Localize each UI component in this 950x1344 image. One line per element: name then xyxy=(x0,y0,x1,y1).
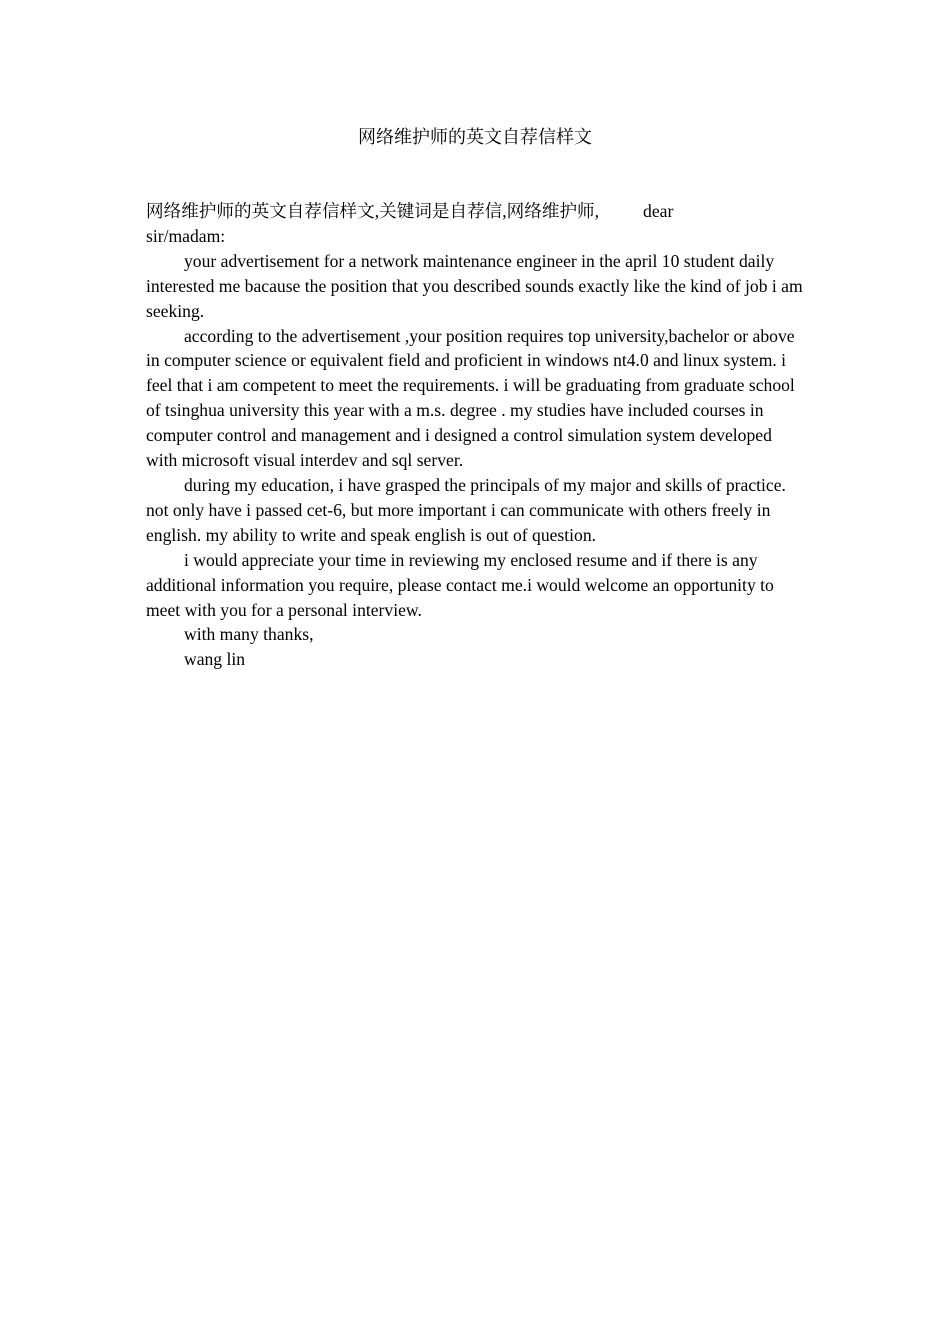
salutation-start: dear xyxy=(643,201,674,221)
salutation-end: sir/madam: xyxy=(146,225,226,246)
paragraph-1: your advertisement for a network maintenance engineer in the april 10 student daily interested me bacause the position that you described sounds exactly like the kind of job i am seeking. xyxy=(146,250,803,321)
letter-body xyxy=(146,199,806,672)
document-title: 网络维护师的英文自荐信样文 xyxy=(358,127,592,147)
paragraph-4: i would appreciate your time in reviewing my enclosed resume and if there is any additional information you require, please contact me.i would welcome an opportunity to meet with you for a personal interview. xyxy=(146,549,774,620)
paragraph-3: during my education, i have grasped the principals of my major and skills of practice. not only have i passed cet-6, but more important i can communicate with others freely in english. my ability to write and speak english is out of question. xyxy=(146,474,786,545)
intro-line xyxy=(146,199,806,224)
closing-line: with many thanks, xyxy=(184,624,314,645)
signature: wang lin xyxy=(184,649,246,670)
intro-text: 网络维护师的英文自荐信样文,关键词是自荐信,网络维护师, xyxy=(146,201,600,221)
paragraph-2: according to the advertisement ,your position requires top university,bachelor or above in computer science or equivalent field and proficient in windows nt4.0 and linux system. i feel that i am competent to meet the requirements. i will be graduating from graduate school of tsinghua university this year with a m.s. degree . my studies have included courses in computer control and management and i designed a control simulation system developed with microsoft visual interdev and sql server. xyxy=(146,325,795,471)
